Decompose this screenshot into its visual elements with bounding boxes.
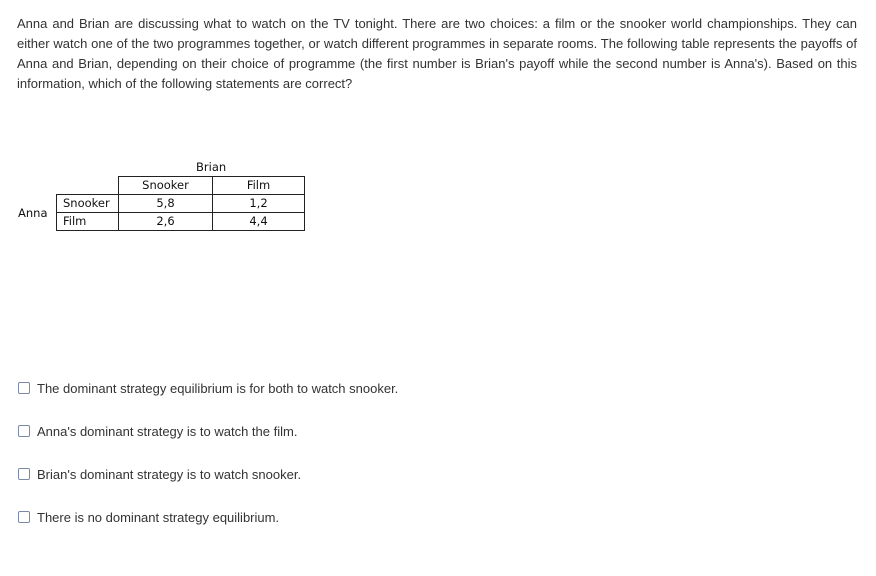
- payoff-corner-cell: [57, 177, 119, 195]
- answer-option-label: There is no dominant strategy equilibrium.: [37, 509, 280, 525]
- answer-checkbox[interactable]: [18, 468, 30, 480]
- answer-option[interactable]: [18, 378, 398, 398]
- answer-option[interactable]: [18, 507, 279, 527]
- answer-option-label: Anna's dominant strategy is to watch the film.: [37, 423, 298, 439]
- answer-option[interactable]: [18, 421, 297, 441]
- payoff-cell: 1,2: [213, 195, 305, 213]
- payoff-header-row: [57, 177, 305, 195]
- payoff-cell: 4,4: [213, 213, 305, 231]
- column-player-label: Brian: [196, 160, 227, 174]
- payoff-matrix: [0, 0, 876, 260]
- payoff-table: [56, 176, 305, 231]
- column-header-snooker: Snooker: [119, 177, 213, 195]
- answer-option[interactable]: [18, 464, 301, 484]
- answer-option-label: The dominant strategy equilibrium is for both to watch snooker.: [37, 380, 399, 396]
- payoff-cell: 5,8: [119, 195, 213, 213]
- answer-checkbox[interactable]: [18, 382, 30, 394]
- row-player-label: Anna: [18, 206, 48, 220]
- question-text: Anna and Brian are discussing what to watch on the TV tonight. There are two choices: a film or the snooker world championships. They can either watch one of the two programmes together, or watch different programmes in separate rooms. The following table represents the payoffs of Anna and Brian, depending on their choice of programme (the first number is Brian's payoff while the second number is Anna's). Based on this information, which of the following statements are correct?: [17, 16, 857, 91]
- answer-checkbox[interactable]: [18, 511, 30, 523]
- payoff-row-film: [57, 213, 305, 231]
- column-header-film: Film: [213, 177, 305, 195]
- answer-option-label: Brian's dominant strategy is to watch snooker.: [37, 466, 302, 482]
- payoff-cell: 2,6: [119, 213, 213, 231]
- row-header-film: Film: [57, 213, 119, 231]
- answer-checkbox[interactable]: [18, 425, 30, 437]
- row-header-snooker: Snooker: [57, 195, 119, 213]
- payoff-row-snooker: [57, 195, 305, 213]
